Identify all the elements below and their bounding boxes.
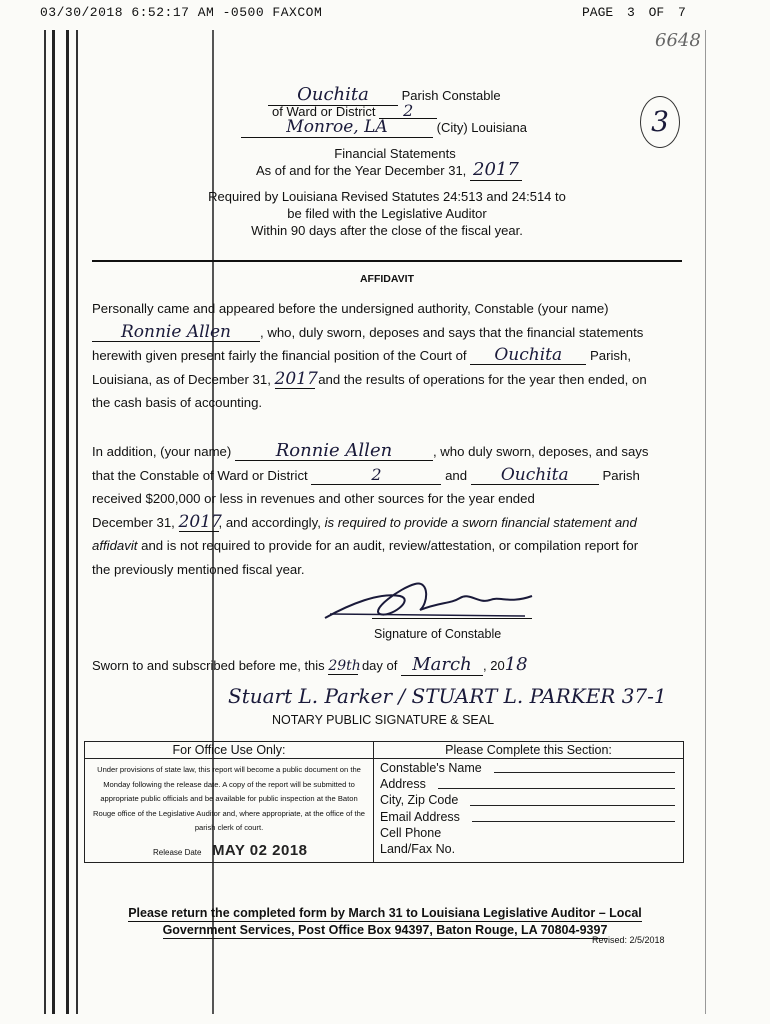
fs-line2: As of and for the Year December 31, 2017 bbox=[256, 159, 522, 181]
field-address[interactable]: Address bbox=[380, 776, 683, 792]
revised-date: Revised: 2/5/2018 bbox=[592, 935, 665, 945]
title-ward-line: of Ward or District 2 bbox=[272, 104, 437, 119]
constable-signature bbox=[320, 574, 540, 630]
field-cell-phone[interactable]: Cell Phone bbox=[380, 825, 442, 840]
scan-edge-line bbox=[66, 30, 69, 1014]
office-use-heading: For Office Use Only: bbox=[85, 742, 373, 759]
fax-header-line: 03/30/2018 6:52:17 AM -0500 FAXCOM bbox=[40, 5, 323, 20]
release-row: Release Date MAY 02 2018 bbox=[153, 841, 308, 859]
office-use-cell bbox=[85, 742, 374, 863]
page-indicator: PAGE 3 OF 7 bbox=[582, 5, 686, 20]
fs-year-hand: 2017 bbox=[470, 159, 522, 181]
affidavit-paragraph-2: In addition, (your name) Ronnie Allen , who duly sworn, deposes, and says that the Constable of Ward or District 2 and Ouchita Parish received $200,000 or less in revenues and other sources for the year ended December 31, 2017, and accordingly, is required to provide a sworn financial statement and affidavit and is not required to provide for an audit, review/attestation, or compilation report for the previously mentioned fiscal year. bbox=[92, 440, 649, 577]
signature-line bbox=[372, 618, 532, 619]
field-constable-name[interactable]: Constable's Name bbox=[380, 760, 683, 776]
sworn-line: Sworn to and subscribed before me, this 29th day of March , 2018 bbox=[92, 654, 528, 675]
affidavit-paragraph-1: Personally came and appeared before the undersigned authority, Constable (your name) Ronnie Allen , who, duly sworn, deposes and says that the financial statements herewith given present fairly the financial position of the Court of Ouchita Parish, Louisiana, as of December 31, 2017 and the results of operations for the year then ended, on the cash basis of accounting. bbox=[92, 301, 647, 410]
notary-label: NOTARY PUBLIC SIGNATURE & SEAL bbox=[272, 713, 495, 727]
scan-edge-line bbox=[44, 30, 46, 1014]
notary-signature: Stuart L. Parker / STUART L. PARKER 37-1 bbox=[228, 684, 667, 708]
complete-section-cell bbox=[374, 742, 684, 863]
field-city-zip[interactable]: City, Zip Code bbox=[380, 792, 683, 808]
field-email[interactable]: Email Address bbox=[380, 809, 683, 825]
fs-line1: Financial Statements bbox=[334, 146, 456, 161]
signature-label: Signature of Constable bbox=[374, 627, 502, 641]
ward-hand: 2 bbox=[379, 104, 437, 119]
complete-section-heading: Please Complete this Section: bbox=[374, 742, 683, 759]
affidavit-heading: AFFIDAVIT bbox=[359, 273, 415, 285]
scan-edge-line bbox=[52, 30, 55, 1014]
title-parish-line: Ouchita Parish Constable bbox=[268, 84, 501, 106]
office-box bbox=[84, 741, 684, 863]
public-notice: Under provisions of state law, this report will become a public document on the Monday following the release date. A copy of the report will be submitted to appropriate public officials and be available for public inspection at the Baton Rouge office of the Legislative Auditor and, where appropriate, at the office of the parish clerk of court. bbox=[93, 765, 366, 832]
scan-edge-line bbox=[76, 30, 78, 1014]
circled-number: 3 bbox=[640, 96, 680, 148]
return-instructions: Please return the completed form by March 31 to Louisiana Legislative Auditor – Local Government Services, Post Office Box 94397, Baton Rouge, LA 70804-9397 bbox=[128, 906, 642, 937]
scan-fold-line bbox=[705, 30, 706, 1014]
city-hand: Monroe, LA bbox=[241, 117, 433, 138]
release-date-stamp: MAY 02 2018 bbox=[211, 841, 308, 859]
constable-fields bbox=[374, 759, 683, 857]
statute-block: Required by Louisiana Revised Statutes 24:513 and 24:514 to be filed with the Legislative Auditor Within 90 days after the close of the fiscal year. bbox=[208, 189, 566, 238]
parish-hand: Ouchita bbox=[268, 84, 398, 106]
divider bbox=[92, 260, 682, 262]
field-land-fax[interactable]: Land/Fax No. bbox=[380, 842, 456, 857]
handwritten-number: 6648 bbox=[655, 30, 701, 51]
title-city-line: Monroe, LA (City) Louisiana bbox=[241, 117, 527, 138]
